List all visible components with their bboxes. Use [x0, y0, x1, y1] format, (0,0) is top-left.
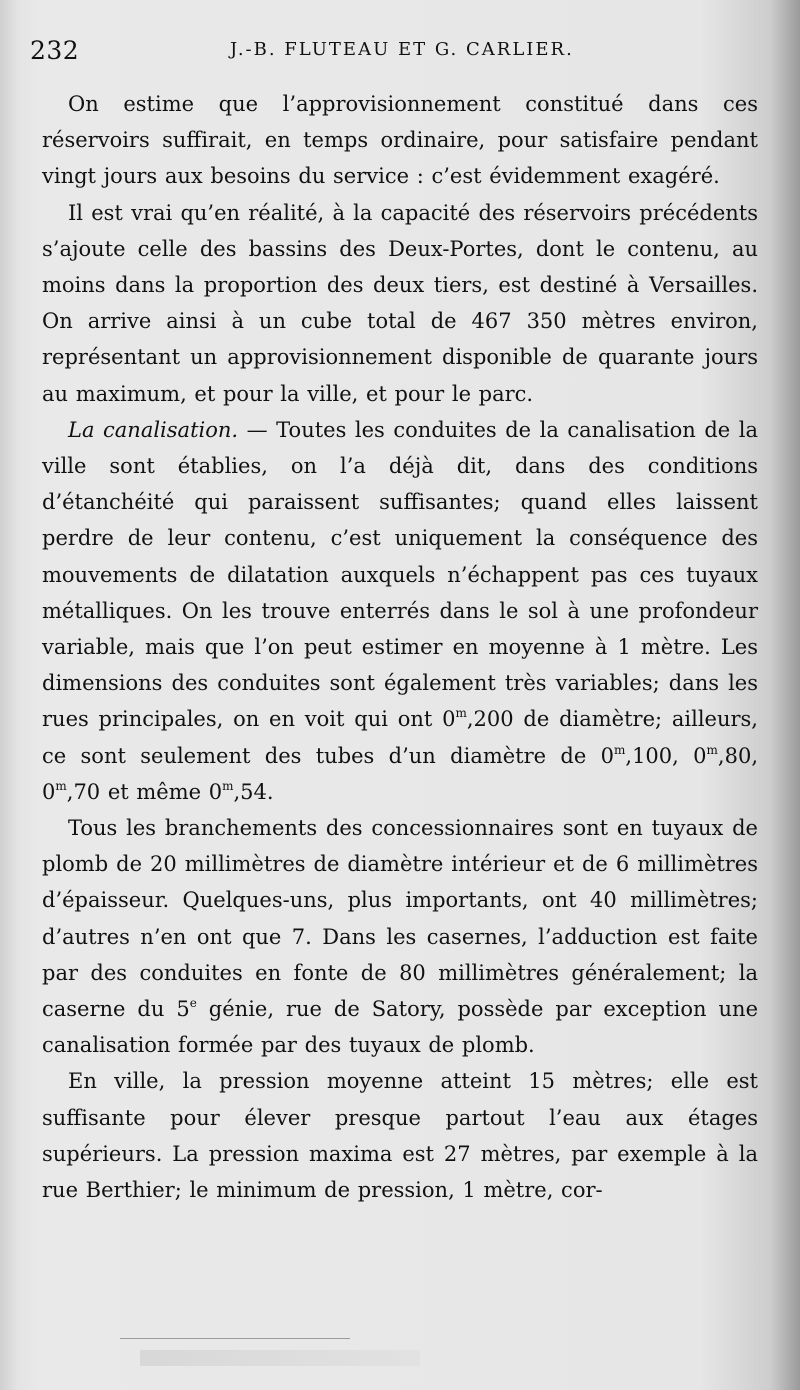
page-number: 232 — [30, 36, 80, 65]
meter-unit-5: m — [222, 778, 234, 793]
paragraph-canalisation — [42, 412, 758, 810]
canalisation-text-d: ,80, 0 — [42, 743, 758, 804]
canalisation-text-c: ,100, 0 — [625, 743, 707, 768]
running-head: J.-B. FLUTEAU ET G. CARLIER. — [230, 39, 574, 60]
paragraph-reservoir-estimate: On estime que l’approvisionnement constitué dans ces réservoirs suffirait, en temps ordinaire, pour satisfaire pendant vingt jours aux besoins du service : c’est évidemment exagéré. — [42, 92, 758, 189]
page-header — [30, 36, 770, 76]
section-lead-canalisation: La canalisation. — [68, 417, 239, 442]
canalisation-text-b: ,200 de diamètre; ailleurs, ce sont seulement des tubes d’un diamètre de 0 — [42, 707, 758, 768]
branchements-text-b: génie, rue de Satory, possède par exception une canalisation formée par des tuyaux de plomb. — [42, 997, 759, 1058]
canalisation-text-a: — Toutes les conduites de la canalisation de la ville sont établies, on l’a déjà dit, dans des conditions d’étanchéité qui paraissent suffisantes; quand elles laissent perdre de leur contenu, c’est uniquement la conséquence des mouvements de dilatation auxquels n’échappent pas ces tuyaux métalliques. On les trouve enterrés dans le sol à une profondeur variable, mais que l’on peut estimer en moyenne à 1 mètre. Les dimensions des conduites sont également très variables; dans les rues principales, on en voit qui ont 0 — [42, 417, 758, 732]
meter-unit-4: m — [55, 778, 67, 793]
body-text — [42, 86, 758, 1208]
show-through-smudge — [140, 1350, 420, 1366]
meter-unit-3: m — [706, 742, 718, 757]
paragraph-branchements — [42, 810, 758, 1063]
paragraph-deux-portes: Il est vrai qu’en réalité, à la capacité des réservoirs précédents s’ajoute celle des bassins des Deux-Portes, dont le contenu, au moins dans la proportion des deux tiers, est destiné à Versailles. On arrive ainsi à un cube total de 467 350 mètres environ, représentant un approvisionnement disponible de quarante jours au maximum, et pour la ville, et pour le parc. — [42, 200, 758, 406]
meter-unit-2: m — [614, 742, 626, 757]
ordinal-superscript: e — [189, 996, 197, 1011]
paragraph-pression: En ville, la pression moyenne atteint 15 mètres; elle est suffisante pour élever presque partout l’eau aux étages supérieurs. La pression maxima est 27 mètres, par exemple à la rue Berthier; le minimum de pression, 1 mètre, cor- — [42, 1069, 758, 1203]
footer-rule — [120, 1338, 350, 1339]
branchements-text-a: Tous les branchements des concessionnaires sont en tuyaux de plomb de 20 millimètres de diamètre intérieur et de 6 millimètres d’épaisseur. Quelques-uns, plus importants, ont 40 millimètres; d’autres n’en ont que 7. Dans les casernes, l’adduction est faite par des conduites en fonte de 80 millimètres généralement; la caserne du 5 — [42, 816, 758, 1022]
canalisation-text-e: ,70 et même 0 — [66, 779, 223, 804]
canalisation-text-f: ,54. — [233, 779, 274, 804]
meter-unit-1: m — [455, 706, 467, 721]
